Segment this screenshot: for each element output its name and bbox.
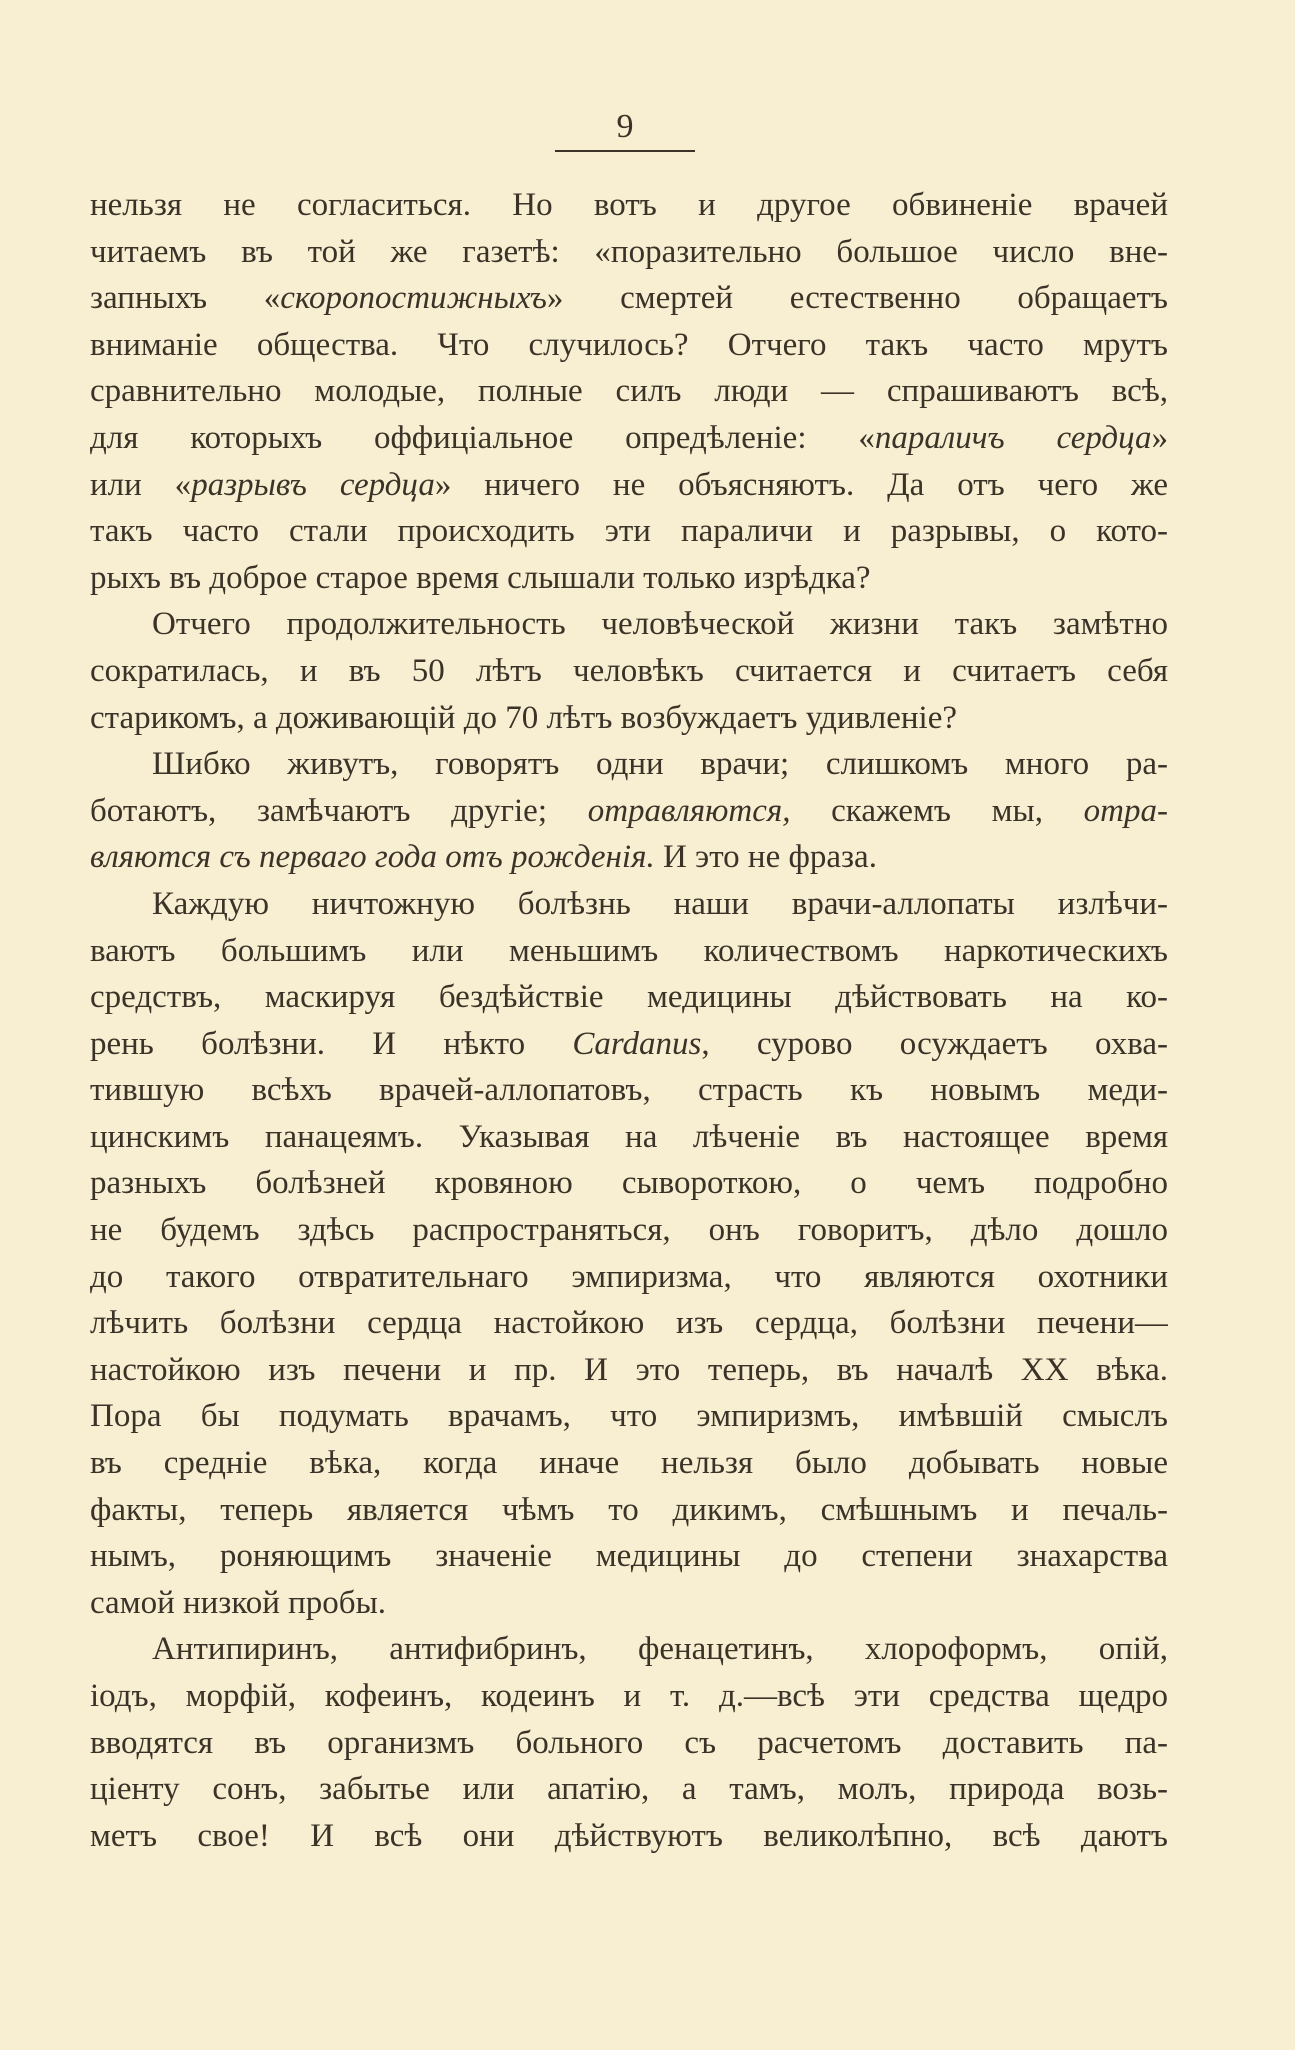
text-run: разныхъ болѣзней кровяною сывороткою, о чемъ подробно xyxy=(90,1165,1168,1202)
text-line xyxy=(90,1347,1168,1394)
italic-text: отравляются, xyxy=(587,792,791,829)
text-line xyxy=(90,555,1168,602)
text-line xyxy=(90,648,1168,695)
text-line xyxy=(90,229,1168,276)
body-text xyxy=(90,182,1168,1859)
text-line xyxy=(90,368,1168,415)
italic-text: скоропостижныхъ xyxy=(280,280,547,317)
text-run: вводятся въ организмъ больного съ расчетомъ доставить па- xyxy=(90,1724,1168,1761)
text-line xyxy=(90,1114,1168,1161)
text-run: іодъ, морфій, кофеинъ, кодеинъ и т. д.—всѣ эти средства щедро xyxy=(90,1678,1168,1714)
text-run: И это не фраза. xyxy=(654,839,877,876)
text-run: Отчего продолжительность человѣческой жизни такъ замѣтно xyxy=(152,606,1168,643)
text-line xyxy=(90,1067,1168,1114)
text-run: ваютъ большимъ или меньшимъ количествомъ наркотическихъ xyxy=(90,932,1168,969)
text-line xyxy=(90,928,1168,975)
text-line xyxy=(90,508,1168,555)
text-run: факты, теперь является чѣмъ то дикимъ, смѣшнымъ и печаль- xyxy=(90,1491,1168,1528)
text-run: рыхъ въ доброе старое время слышали только изрѣдка? xyxy=(90,559,871,596)
text-line xyxy=(90,834,1168,881)
text-line xyxy=(90,182,1168,229)
text-line xyxy=(90,974,1168,1021)
text-line xyxy=(90,741,1168,788)
text-run: читаемъ въ той же газетѣ: «поразительно большое число вне- xyxy=(90,233,1168,270)
text-run: сравнительно молодые, полные силъ люди — спрашиваютъ всѣ, xyxy=(90,373,1168,410)
text-run: самой низкой пробы. xyxy=(90,1584,386,1621)
text-run: ціенту сонъ, забытье или апатію, а тамъ, молъ, природа возь- xyxy=(90,1771,1168,1808)
text-line xyxy=(90,1207,1168,1254)
text-run: для которыхъ оффиціальное опредѣленіе: « xyxy=(90,419,875,456)
text-run: » ничего не объясняютъ. Да отъ чего же xyxy=(434,466,1168,503)
text-line xyxy=(90,462,1168,509)
text-run: нельзя не согласиться. Но вотъ и другое обвиненіе врачей xyxy=(90,187,1168,223)
text-run: или « xyxy=(90,466,192,503)
text-line xyxy=(90,1021,1168,1068)
text-line xyxy=(90,1720,1168,1767)
italic-text: разрывъ сердца xyxy=(191,466,435,503)
text-run: » смертей естественно обращаетъ xyxy=(546,280,1168,317)
text-run: » xyxy=(1151,419,1168,456)
text-run: Антипиринъ, антифибринъ, фенацетинъ, хлороформъ, опій, xyxy=(152,1631,1168,1668)
text-run: цинскимъ панацеямъ. Указывая на лѣченіе въ настоящее время xyxy=(90,1118,1168,1155)
text-line xyxy=(90,1254,1168,1301)
text-line xyxy=(90,1766,1168,1813)
text-line xyxy=(90,1580,1168,1627)
text-run: ботаютъ, замѣчаютъ другіе; xyxy=(90,792,588,829)
text-line xyxy=(90,1626,1168,1673)
text-run: не будемъ здѣсь распространяться, онъ говоритъ, дѣло дошло xyxy=(90,1212,1168,1249)
text-run: средствъ, маскируя бездѣйствіе медицины дѣйствовать на ко- xyxy=(90,979,1168,1016)
text-line xyxy=(90,1813,1168,1860)
text-line xyxy=(90,881,1168,928)
text-run: сократилась, и въ 50 лѣтъ человѣкъ считается и считаетъ себя xyxy=(90,652,1168,689)
text-run: рень болѣзни. И нѣкто xyxy=(90,1025,573,1062)
text-line xyxy=(90,1673,1168,1720)
text-line xyxy=(90,322,1168,369)
text-run: нымъ, роняющимъ значеніе медицины до степени знахарства xyxy=(90,1538,1168,1575)
text-run: настойкою изъ печени и пр. И это теперь, въ началѣ XX вѣка. xyxy=(90,1351,1168,1388)
text-run: Шибко живутъ, говорятъ одни врачи; слишкомъ много ра- xyxy=(152,746,1168,783)
text-line xyxy=(90,1393,1168,1440)
text-run: лѣчить болѣзни сердца настойкою изъ сердца, болѣзни печени— xyxy=(90,1305,1168,1342)
text-line xyxy=(90,1440,1168,1487)
text-run: такъ часто стали происходить эти параличи и разрывы, о кото- xyxy=(90,513,1168,550)
text-line xyxy=(90,1160,1168,1207)
text-run: старикомъ, а доживающій до 70 лѣтъ возбуждаетъ удивленіе? xyxy=(90,699,957,736)
text-line xyxy=(90,1300,1168,1347)
text-run: метъ свое! И всѣ они дѣйствуютъ великолѣпно, всѣ даютъ xyxy=(90,1817,1168,1854)
text-run: въ средніе вѣка, когда иначе нельзя было добывать новые xyxy=(90,1445,1168,1482)
text-line xyxy=(90,415,1168,462)
text-run: до такого отвратительнаго эмпиризма, что являются охотники xyxy=(90,1258,1168,1295)
text-run: тившую всѣхъ врачей-аллопатовъ, страсть къ новымъ меди- xyxy=(90,1072,1168,1109)
text-line xyxy=(90,788,1168,835)
text-run: Пора бы подумать врачамъ, что эмпиризмъ, имѣвшій смыслъ xyxy=(90,1398,1168,1435)
header-rule xyxy=(555,150,695,152)
text-line xyxy=(90,1533,1168,1580)
text-run: скажемъ мы, xyxy=(790,792,1084,829)
italic-text: отра- xyxy=(1083,792,1168,829)
page-number: 9 xyxy=(616,108,634,145)
text-run: , сурово осуждаетъ охва- xyxy=(701,1025,1168,1062)
italic-text: Cardanus xyxy=(572,1025,702,1062)
text-line xyxy=(90,1487,1168,1534)
text-line xyxy=(90,695,1168,742)
italic-text: вляются съ перваго года отъ рожденія. xyxy=(90,839,655,876)
text-run: Каждую ничтожную болѣзнь наши врачи-аллопаты излѣчи- xyxy=(152,885,1168,922)
italic-text: параличъ сердца xyxy=(874,419,1152,456)
text-run: запныхъ « xyxy=(90,280,281,317)
text-line xyxy=(90,601,1168,648)
text-line xyxy=(90,275,1168,322)
text-run: вниманіе общества. Что случилось? Отчего такъ часто мрутъ xyxy=(90,326,1168,363)
